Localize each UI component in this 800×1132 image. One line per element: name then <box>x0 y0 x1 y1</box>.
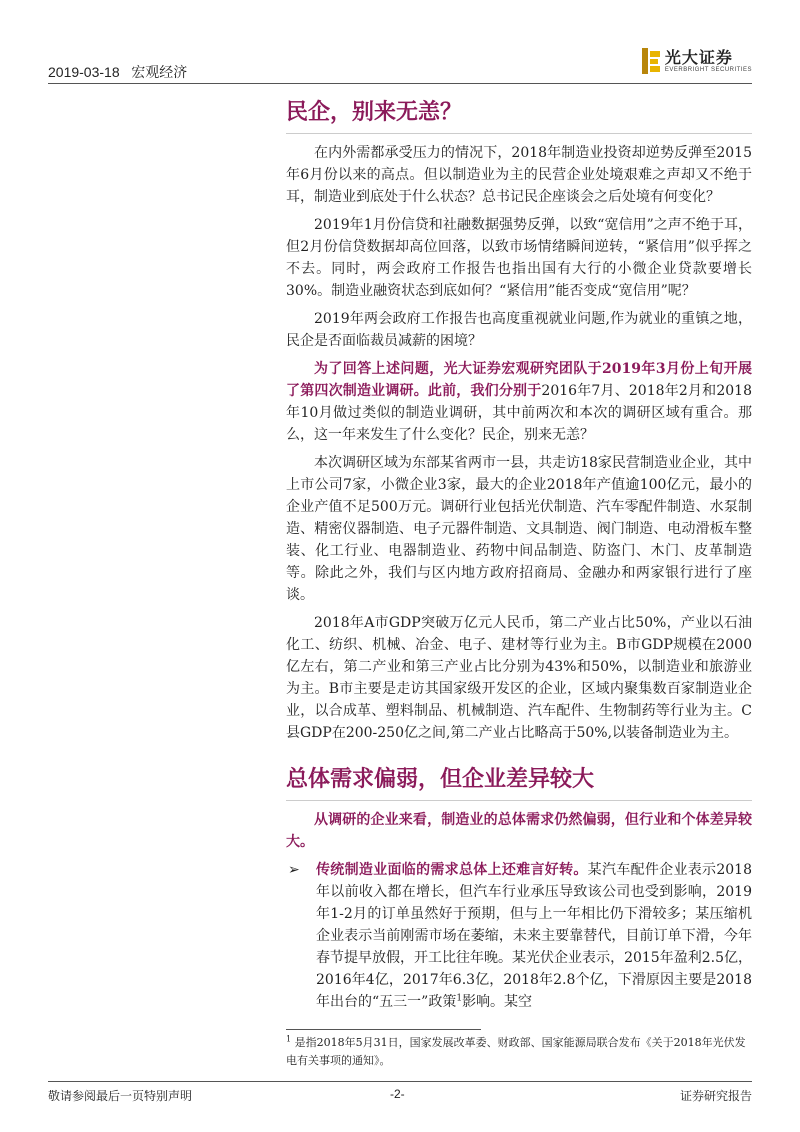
section1-paragraph-4-rest: 2016年7月、2018年2月和2018年10月做过类似的制造业调研，其中前两次和本次的调研区域有重合。那么，这一年来发生了什么变化？民企，别来无恙？ <box>286 383 752 443</box>
section1-paragraph-2: 2019年1月份信贷和社融数据强势反弹，以致“宽信用”之声不绝于耳，但2月份信贷数据却高位回落，以致市场情绪瞬间逆转，“紧信用”似乎挥之不去。同时，两会政府工作报告也指出国有大行的小微企业贷款要增长30%。制造业融资状态到底如何？“紧信用”能否变成“宽信用”呢？ <box>286 217 752 299</box>
section1-paragraph-4 <box>286 358 752 446</box>
footer-disclaimer: 敬请参阅最后一页特别声明 <box>48 1089 193 1103</box>
section1-title-divider <box>286 133 752 134</box>
footer-report-type: 证券研究报告 <box>679 1089 752 1103</box>
footnote-text: 是指2018年5月31日，国家发展改革委、财政部、国家能源局联合发布《关于2018年光伏发电有关事项的通知》。 <box>286 1036 746 1067</box>
arrow-bullet-icon: ➢ <box>288 862 300 878</box>
section1-paragraph-6: 2018年A市GDP突破万亿元人民币，第二产业占比50%，产业以石油化工、纺织、机械、冶金、电子、建材等行业为主。B市GDP规模在2000亿左右，第二产业和第三产业占比分别为43%和50%，以制造业和旅游业为主。B市主要是走访其国家级开发区的企业，区域内聚集数百家制造业企业，以合成革、塑料制品、机械制造、汽车配件、生物制药等行业为主。C县GDP在200-250亿之间,第二产业占比略高于50%,以装备制造业为主。 <box>286 615 752 741</box>
section2-title: 总体需求偏弱，但企业差异较大 <box>286 767 595 792</box>
section2-bullet-accent: 传统制造业面临的需求总体上还难言好转。 <box>316 862 588 878</box>
section2 <box>286 764 752 1013</box>
section1-title: 民企，别来无恙？ <box>286 100 463 125</box>
section1-paragraph-1: 在内外需都承受压力的情况下，2018年制造业投资却逆势反弹至2015年6月份以来的高点。但以制造业为主的民营企业处境艰难之声却又不绝于耳，制造业到底处于什么状态？总书记民企座谈会之后处境有何变化？ <box>286 145 752 205</box>
section1-paragraph-5: 本次调研区域为东部某省两市一县，共走访18家民营制造业企业，其中上市公司7家，小微企业3家，最大的企业2018年产值逾100亿元，最小的企业产值不足500万元。调研行业包括光伏制造、汽车零配件制造、水泵制造、精密仪器制造、电子元器件制造、文具制造、阀门制造、电动滑板车整装、化工行业、电器制造业、药物中间品制造、防盗门、木门、皮革制造等。除此之外，我们与区内地方政府招商局、金融办和两家银行进行了座谈。 <box>286 455 752 603</box>
footnote-ref[interactable]: 1 <box>456 993 463 1004</box>
header-date-category <box>48 62 187 82</box>
section2-title-divider <box>286 800 752 801</box>
section2-lead-text: 从调研的企业来看，制造业的总体需求仍然偏弱，但行业和个体差异较大。 <box>286 812 752 850</box>
header-date: 2019-03-18 <box>48 64 120 80</box>
section2-lead <box>286 809 752 853</box>
section1-paragraph-3: 2019年两会政府工作报告也高度重视就业问题,作为就业的重镇之地，民企是否面临裁员减薪的困境？ <box>286 311 752 349</box>
section1-paragraph-4-accent: 为了回答上述问题，光大证券宏观研究团队于2019年3月份上旬开展了第四次制造业调研。此前，我们分别于 <box>286 361 752 399</box>
section2-bullet-body: 某汽车配件企业表示2018年以前收入都在增长，但汽车行业承压导致该公司也受到影响，2019年1-2月的订单虽然好于预期，但与上一年相比仍下滑较多；某压缩机企业表示当前刚需市场在萎缩，未来主要靠替代，目前订单下滑，今年春节提早放假，开工比往年晚。某光伏企业表示，2015年盈利2.5亿，2016年4亿，2017年6.3亿，2018年2.8个亿，下滑原因主要是2018年出台的“五三一”政策 <box>316 862 752 1010</box>
logo-name-cn: 光大证券 <box>664 48 733 67</box>
section2-bullet-tail: 影响。某空 <box>462 994 533 1010</box>
section2-bullet-item <box>286 859 752 1013</box>
logo-name-en: EVERBRIGHT SECURITIES <box>664 67 752 73</box>
footer-page-number: -2- <box>390 1087 405 1101</box>
footnote <box>286 1034 752 1070</box>
footnote-divider <box>286 1029 481 1030</box>
footer-divider <box>48 1081 752 1082</box>
main-content <box>286 97 752 1013</box>
page-header <box>48 48 752 86</box>
logo-mark-icon <box>642 48 660 74</box>
header-divider <box>48 83 752 84</box>
section2-bullet-text <box>316 859 752 1013</box>
company-logo <box>642 48 752 74</box>
header-category: 宏观经济 <box>131 64 188 80</box>
footnote-number: 1 <box>286 1034 292 1044</box>
